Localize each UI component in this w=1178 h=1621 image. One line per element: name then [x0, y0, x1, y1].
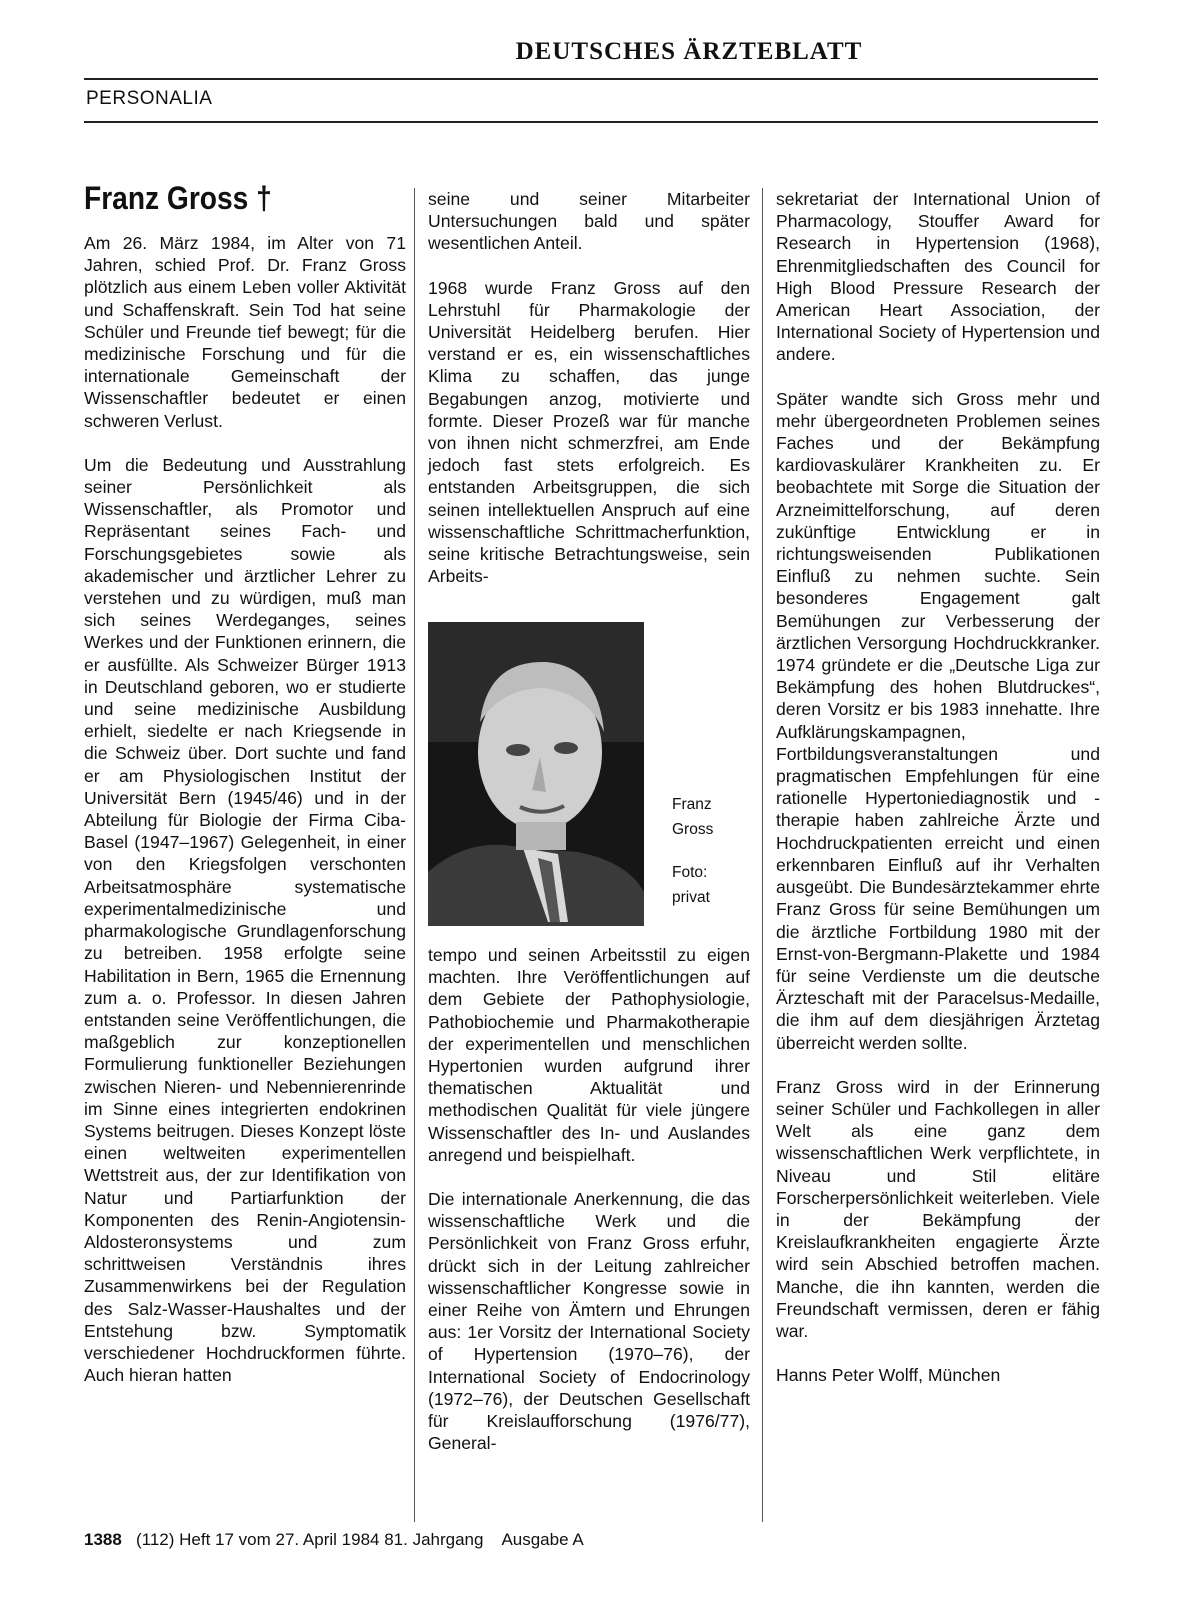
paragraph: 1968 wurde Franz Gross auf den Lehrstuhl für Pharmakologie der Universität Heidelberg berufen. Hier verstand er es, ein wissenschaftliches Klima zu schaffen, das junge Begabungen anzog, motivierte und formte. Dieser Prozeß war für manche von ihnen nicht schmerzfrei, am Ende jedoch fast stets erfolgreich. Es entstanden Arbeitsgruppen, die sich seinen intellektuellen Anspruch auf eine wissenschaftliche Schrittmacherfunktion, seine kritische Betrachtungsweise, sein Arbeits- — [428, 277, 750, 587]
column-3 — [776, 188, 1100, 1386]
issue-info: (112) Heft 17 vom 27. April 1984 81. Jahrgang — [136, 1530, 484, 1549]
caption-line: Foto: — [672, 864, 708, 881]
portrait-photo — [428, 622, 644, 926]
header-rule-top — [84, 78, 1098, 80]
paragraph: Franz Gross wird in der Erinnerung seiner Schüler und Fachkollegen in aller Welt als eine ganz dem wissenschaftlichen Werk verpflichtete, in Niveau und Stil elitäre Forscherpersönlichkeit weiterleben. Viele in der Bekämpfung der Kreislaufkrankheiten engagierte Ärzte wird sein Abschied betroffen machen. Manche, die ihn kannten, werden die Freundschaft vermissen, deren er fähig war. — [776, 1076, 1100, 1341]
masthead: DEUTSCHES ÄRZTEBLATT — [515, 38, 863, 65]
column-1 — [84, 232, 406, 1408]
paragraph: seine und seiner Mitarbeiter Untersuchungen bald und später wesentlichen Anteil. — [428, 189, 750, 254]
caption-line: privat — [672, 889, 710, 906]
caption-line: Gross — [672, 821, 714, 838]
paragraph: Die internationale Anerkennung, die das wissenschaftliche Werk und die Persönlichkeit von Franz Gross erfuhr, drückt sich in der Leitung zahlreicher wissenschaftlicher Kongresse sowie in einer Reihe von Ämtern und Ehrungen aus: 1er Vorsitz der International Society of Hypertension (1970–76), der International Society of Endocrinology (1972–76), der Deutschen Gesellschaft für Kreislaufforschung (1976/77), General- — [428, 1189, 750, 1454]
edition-label: Ausgabe A — [501, 1530, 584, 1549]
paragraph: Um die Bedeutung und Ausstrahlung seiner Persönlichkeit als Wissenschaftler, als Promotor und Repräsentant seines Fach- und Forschungsgebietes sowie als akademischer und ärztlicher Lehrer zu verstehen und zu würdigen, muß man sich seines Werdeganges, seines Werkes und der Funktionen erinnern, die er ausfüllte. Als Schweizer Bürger 1913 in Deutschland geboren, wo er studierte und seine medizinische Ausbildung erhielt, siedelte er nach Kriegsende in die Schweiz über. Dort suchte und fand er am Physiologischen Institut der Universität Bern (1945/46) und in der Abteilung für Biologie der Firma Ciba-Basel (1947–1967) Gelegenheit, in einer von den Kriegsfolgen verschonten Arbeitsatmosphäre systematische experimentalmedizinische und pharmakologische Grundlagenforschung zu betreiben. 1958 erfolgte seine Habilitation in Bern, 1965 die Ernennung zum a. o. Professor. In diesen Jahren entstanden seine Veröffentlichungen, die maßgeblich zur konzeptionellen Formulierung funktioneller Beziehungen zwischen Nieren- und Nebennierenrinde im Sinne eines integrierten endokrinen Systems beitrugen. Dieses Konzept löste einen weltweiten experimentellen Wettstreit aus, der zur Identifikation von Natur und Partiarfunktion der Komponenten des Renin-Angiotensin-Aldosteronsystems und zum schrittweisen Verständnis ihres Zusammenwirkens bei der Regulation des Salz-Wasser-Haushaltes und der Entstehung bzw. Symptomatik verschiedener Hochdruckformen führte. Auch hieran hatten — [84, 454, 406, 1386]
paragraph: Am 26. März 1984, im Alter von 71 Jahren, schied Prof. Dr. Franz Gross plötzlich aus einem Leben voller Aktivität und Schaffenskraft. Sein Tod hat seine Schüler und Freunde tief bewegt; für die medizinische Forschung und für die internationale Gemeinschaft der Wissenschaftler bedeutet er einen schweren Verlust. — [84, 233, 406, 431]
section-label: PERSONALIA — [86, 88, 213, 109]
photo-caption-credit — [672, 860, 710, 910]
paragraph: tempo und seinen Arbeitsstil zu eigen machten. Ihre Veröffentlichungen auf dem Gebiete der Pathophysiologie, Pathobiochemie und Pharmakotherapie der experimentellen und menschlichen Hypertonien wurden aufgrund ihrer thematischen Aktualität und methodischen Qualität für viele jüngere Wissenschaftler des In- und Auslandes anregend und beispielhaft. — [428, 945, 750, 1165]
column-2-continued — [428, 944, 750, 1476]
paragraph: Später wandte sich Gross mehr und mehr übergeordneten Problemen seines Faches und der Bekämpfung kardiovaskulärer Krankheiten zu. Er beobachtete mit Sorge die Situation der Arzneimittelforschung, auf deren zukünftige Entwicklung er in richtungsweisenden Publikationen Einfluß zu nehmen suchte. Sein besonderes Engagement galt Bemühungen zur Verbesserung der ärztlichen Versorgung Hochdruckkranker. 1974 gründete er die „Deutsche Liga zur Bekämpfung des hohen Blutdruckes“, deren Vorsitz er bis 1983 innehatte. Ihre Aufklärungskampagnen, Fortbildungsveranstaltungen und pragmatischen Empfehlungen für eine rationelle Hypertoniediagnostik und -therapie haben zahlreiche Ärzte und Hochdruckpatienten erreicht und einen erkennbaren Einfluß auf ihr Verhalten ausgeübt. Die Bundesärztekammer ehrte Franz Gross für seine Bemühungen um die ärztliche Fortbildung 1980 mit der Ernst-von-Bergmann-Plakette und 1984 für seine Verdienste um die deutsche Ärzteschaft mit der Paracelsus-Medaille, die ihm auf dem diesjährigen Ärztetag überreicht werden sollte. — [776, 388, 1100, 1053]
caption-line: Franz — [672, 796, 712, 813]
page-footer — [84, 1530, 584, 1550]
page-number: 1388 — [84, 1530, 122, 1549]
photo-caption-name — [672, 792, 713, 842]
column-divider — [762, 188, 763, 1522]
paragraph: sekretariat der International Union of Pharmacology, Stouffer Award for Research in Hypertension (1968), Ehrenmitgliedschaften des Council for High Blood Pressure Research der American Heart Association, der International Society of Hypertension und andere. — [776, 189, 1100, 365]
column-divider — [414, 188, 415, 1522]
article-title: Franz Gross † — [84, 180, 272, 216]
portrait-illustration — [428, 622, 644, 926]
author-signature: Hanns Peter Wolff, München — [776, 1365, 1001, 1386]
column-2 — [428, 188, 750, 609]
header-rule-bottom — [84, 121, 1098, 123]
